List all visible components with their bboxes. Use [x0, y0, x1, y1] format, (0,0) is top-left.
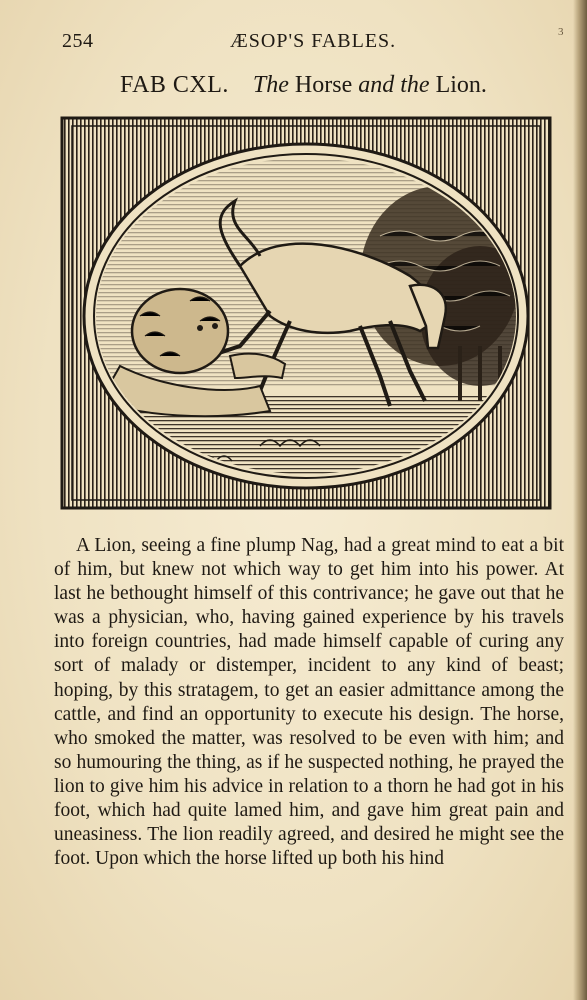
title-word-lion: Lion. [435, 72, 487, 98]
fable-body-text: A Lion, seeing a fine plump Nag, had a great mind to eat a bit of him, but knew not which way to get him into his power. At last he bethought himself of this contrivance; he gave out that he was a physician, who, having gained experience by his travels into foreign countries, had made himself capable of curing any sort of malady or distemper, incident to any kind of beast; hoping, by this stratagem, to get an easier admittance among the cattle, and find an opportunity to execute his design. The horse, who smoked the matter, was resolved to be even with him; and so humouring the thing, as if he suspected nothing, he prayed the lion to give him his advice in relation to a thorn he had got in his foot, which had quite lamed him, and gave him great pain and uneasiness. The lion readily agreed, and desired he might see the foot. Upon which the horse lifted up both his hind [54, 535, 564, 870]
corner-mark: 3 [558, 26, 564, 38]
page-edge-shadow [573, 0, 587, 1000]
title-word-the-2: the [400, 72, 430, 98]
page-number: 254 [62, 30, 94, 52]
title-word-and: and [358, 72, 395, 98]
running-head: ÆSOP'S FABLES. [230, 30, 397, 52]
woodcut-illustration [60, 116, 552, 510]
fable-number: FAB CXL. [120, 72, 229, 98]
page-header [62, 28, 562, 58]
woodcut-horse-kicking-lion-icon [60, 116, 552, 510]
fable-title [120, 72, 560, 99]
title-word-the: The [252, 72, 289, 98]
title-word-horse: Horse [294, 72, 353, 98]
